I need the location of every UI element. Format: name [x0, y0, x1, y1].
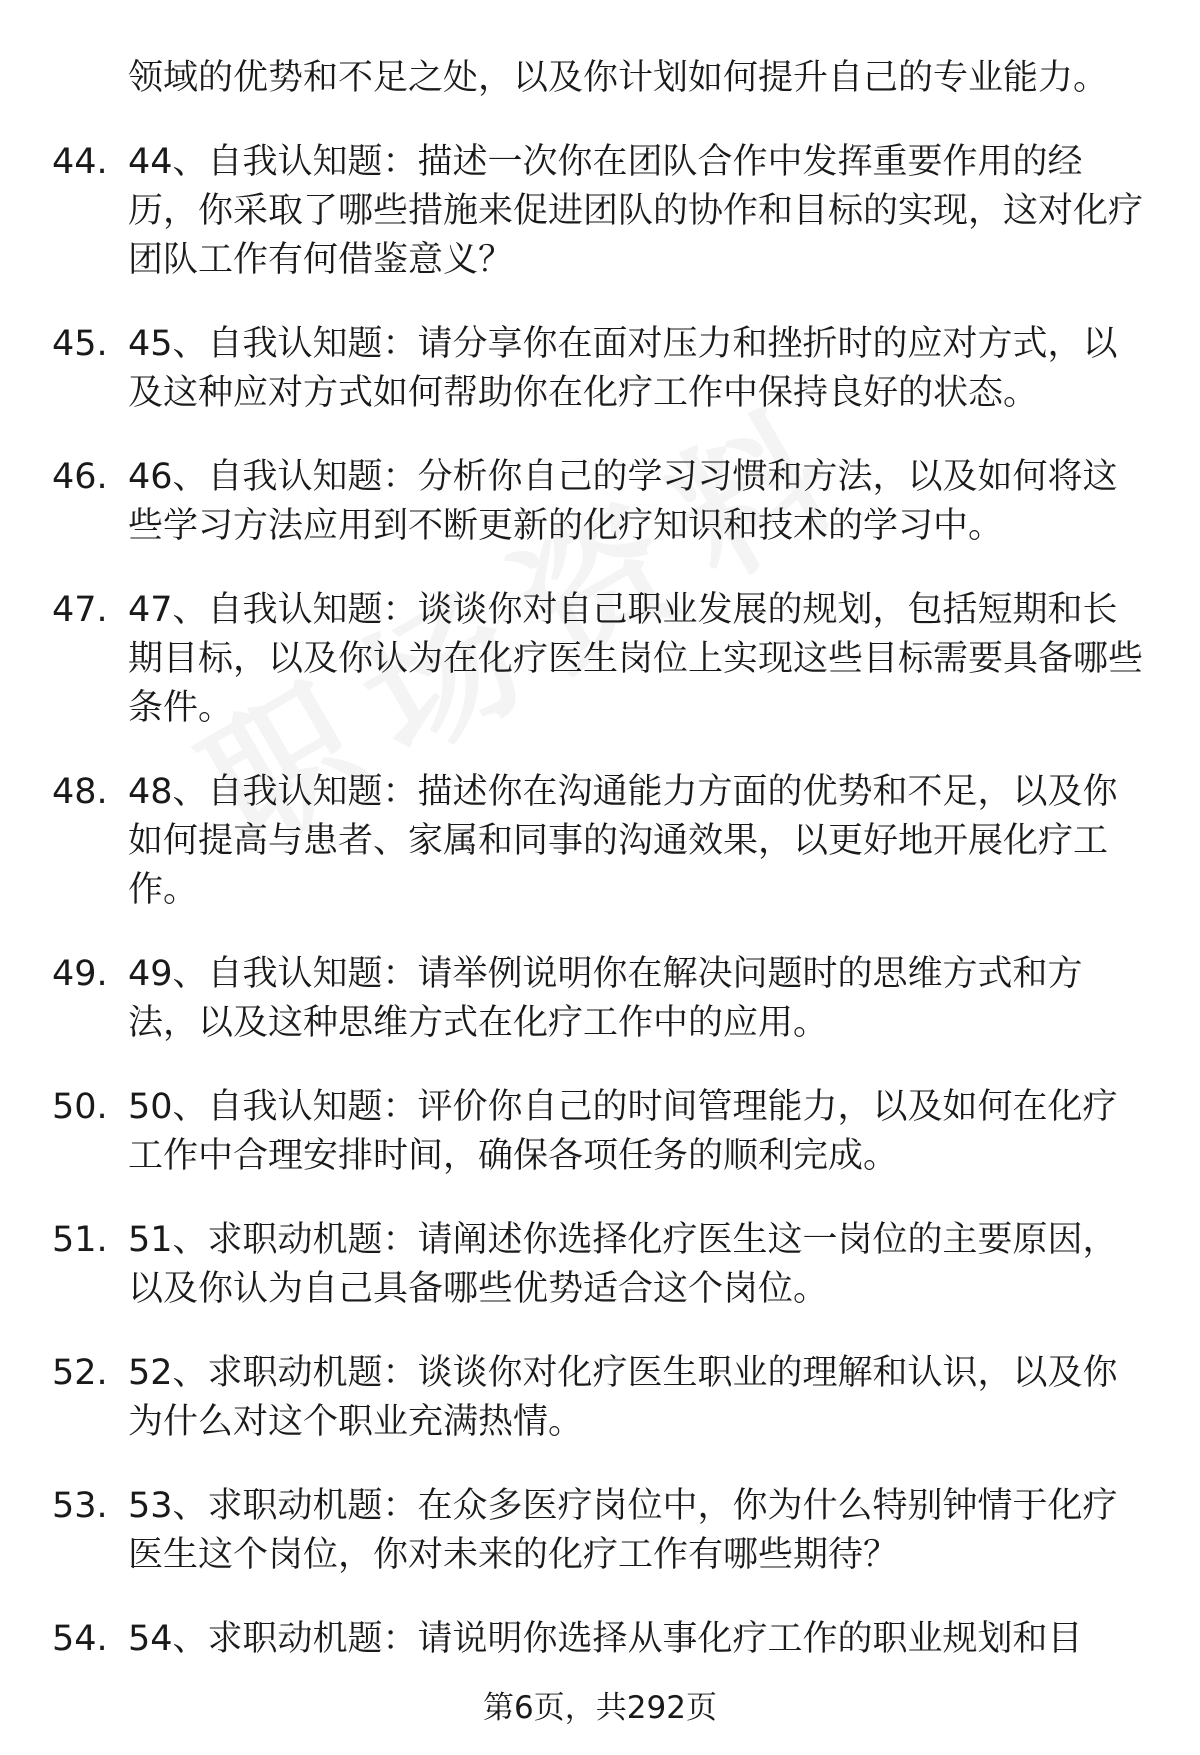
- list-item: [0, 1349, 1200, 1447]
- item-text: 51、求职动机题：请阐述你选择化疗医生这一岗位的主要原因，以及你认为自己具备哪些优势适合这个岗位。: [128, 1220, 1118, 1309]
- list-item: [0, 138, 1200, 285]
- question-list: [0, 138, 1200, 1699]
- item-number: 45.: [52, 324, 108, 364]
- list-item: [0, 320, 1200, 418]
- item-text: 46、自我认知题：分析你自己的学习习惯和方法，以及如何将这些学习方法应用到不断更新的化疗知识和技术的学习中。: [128, 457, 1118, 546]
- item-number: 47.: [52, 590, 108, 630]
- item-number: 51.: [52, 1220, 108, 1260]
- item-number: 49.: [52, 954, 108, 994]
- list-item: [0, 586, 1200, 733]
- item-number: 46.: [52, 457, 108, 497]
- item-text: 50、自我认知题：评价你自己的时间管理能力，以及如何在化疗工作中合理安排时间，确保各项任务的顺利完成。: [128, 1087, 1118, 1176]
- list-item: [0, 1615, 1200, 1664]
- item-number: 52.: [52, 1353, 108, 1393]
- item-text: 52、求职动机题：谈谈你对化疗医生职业的理解和认识，以及你为什么对这个职业充满热情。: [128, 1353, 1118, 1442]
- list-item: [0, 950, 1200, 1048]
- item-number: 54.: [52, 1619, 108, 1659]
- item-text: 53、求职动机题：在众多医疗岗位中，你为什么特别钟情于化疗医生这个岗位，你对未来的化疗工作有哪些期待？: [128, 1486, 1118, 1575]
- item-number: 44.: [52, 142, 108, 182]
- item-number: 50.: [52, 1087, 108, 1127]
- page-footer: 第6页，共292页: [483, 1690, 717, 1726]
- list-item: [0, 1482, 1200, 1580]
- list-item: [0, 768, 1200, 915]
- item-text: 48、自我认知题：描述你在沟通能力方面的优势和不足，以及你如何提高与患者、家属和同事的沟通效果，以更好地开展化疗工作。: [128, 772, 1118, 910]
- list-item: [0, 453, 1200, 551]
- continuation-text: 领域的优势和不足之处，以及你计划如何提升自己的专业能力。: [128, 58, 1109, 98]
- item-text: 49、自我认知题：请举例说明你在解决问题时的思维方式和方法，以及这种思维方式在化疗工作中的应用。: [128, 954, 1083, 1043]
- item-number: 53.: [52, 1486, 108, 1526]
- item-text: 47、自我认知题：谈谈你对自己职业发展的规划，包括短期和长期目标，以及你认为在化疗医生岗位上实现这些目标需要具备哪些条件。: [128, 590, 1144, 728]
- item-text: 45、自我认知题：请分享你在面对压力和挫折时的应对方式，以及这种应对方式如何帮助你在化疗工作中保持良好的状态。: [128, 324, 1118, 413]
- item-text: 54、求职动机题：请说明你选择从事化疗工作的职业规划和目: [128, 1619, 1083, 1659]
- list-item: [0, 1083, 1200, 1181]
- item-number: 48.: [52, 772, 108, 812]
- item-text: 44、自我认知题：描述一次你在团队合作中发挥重要作用的经历，你采取了哪些措施来促进团队的协作和目标的实现，这对化疗团队工作有何借鉴意义？: [128, 142, 1144, 280]
- list-item: [0, 1216, 1200, 1314]
